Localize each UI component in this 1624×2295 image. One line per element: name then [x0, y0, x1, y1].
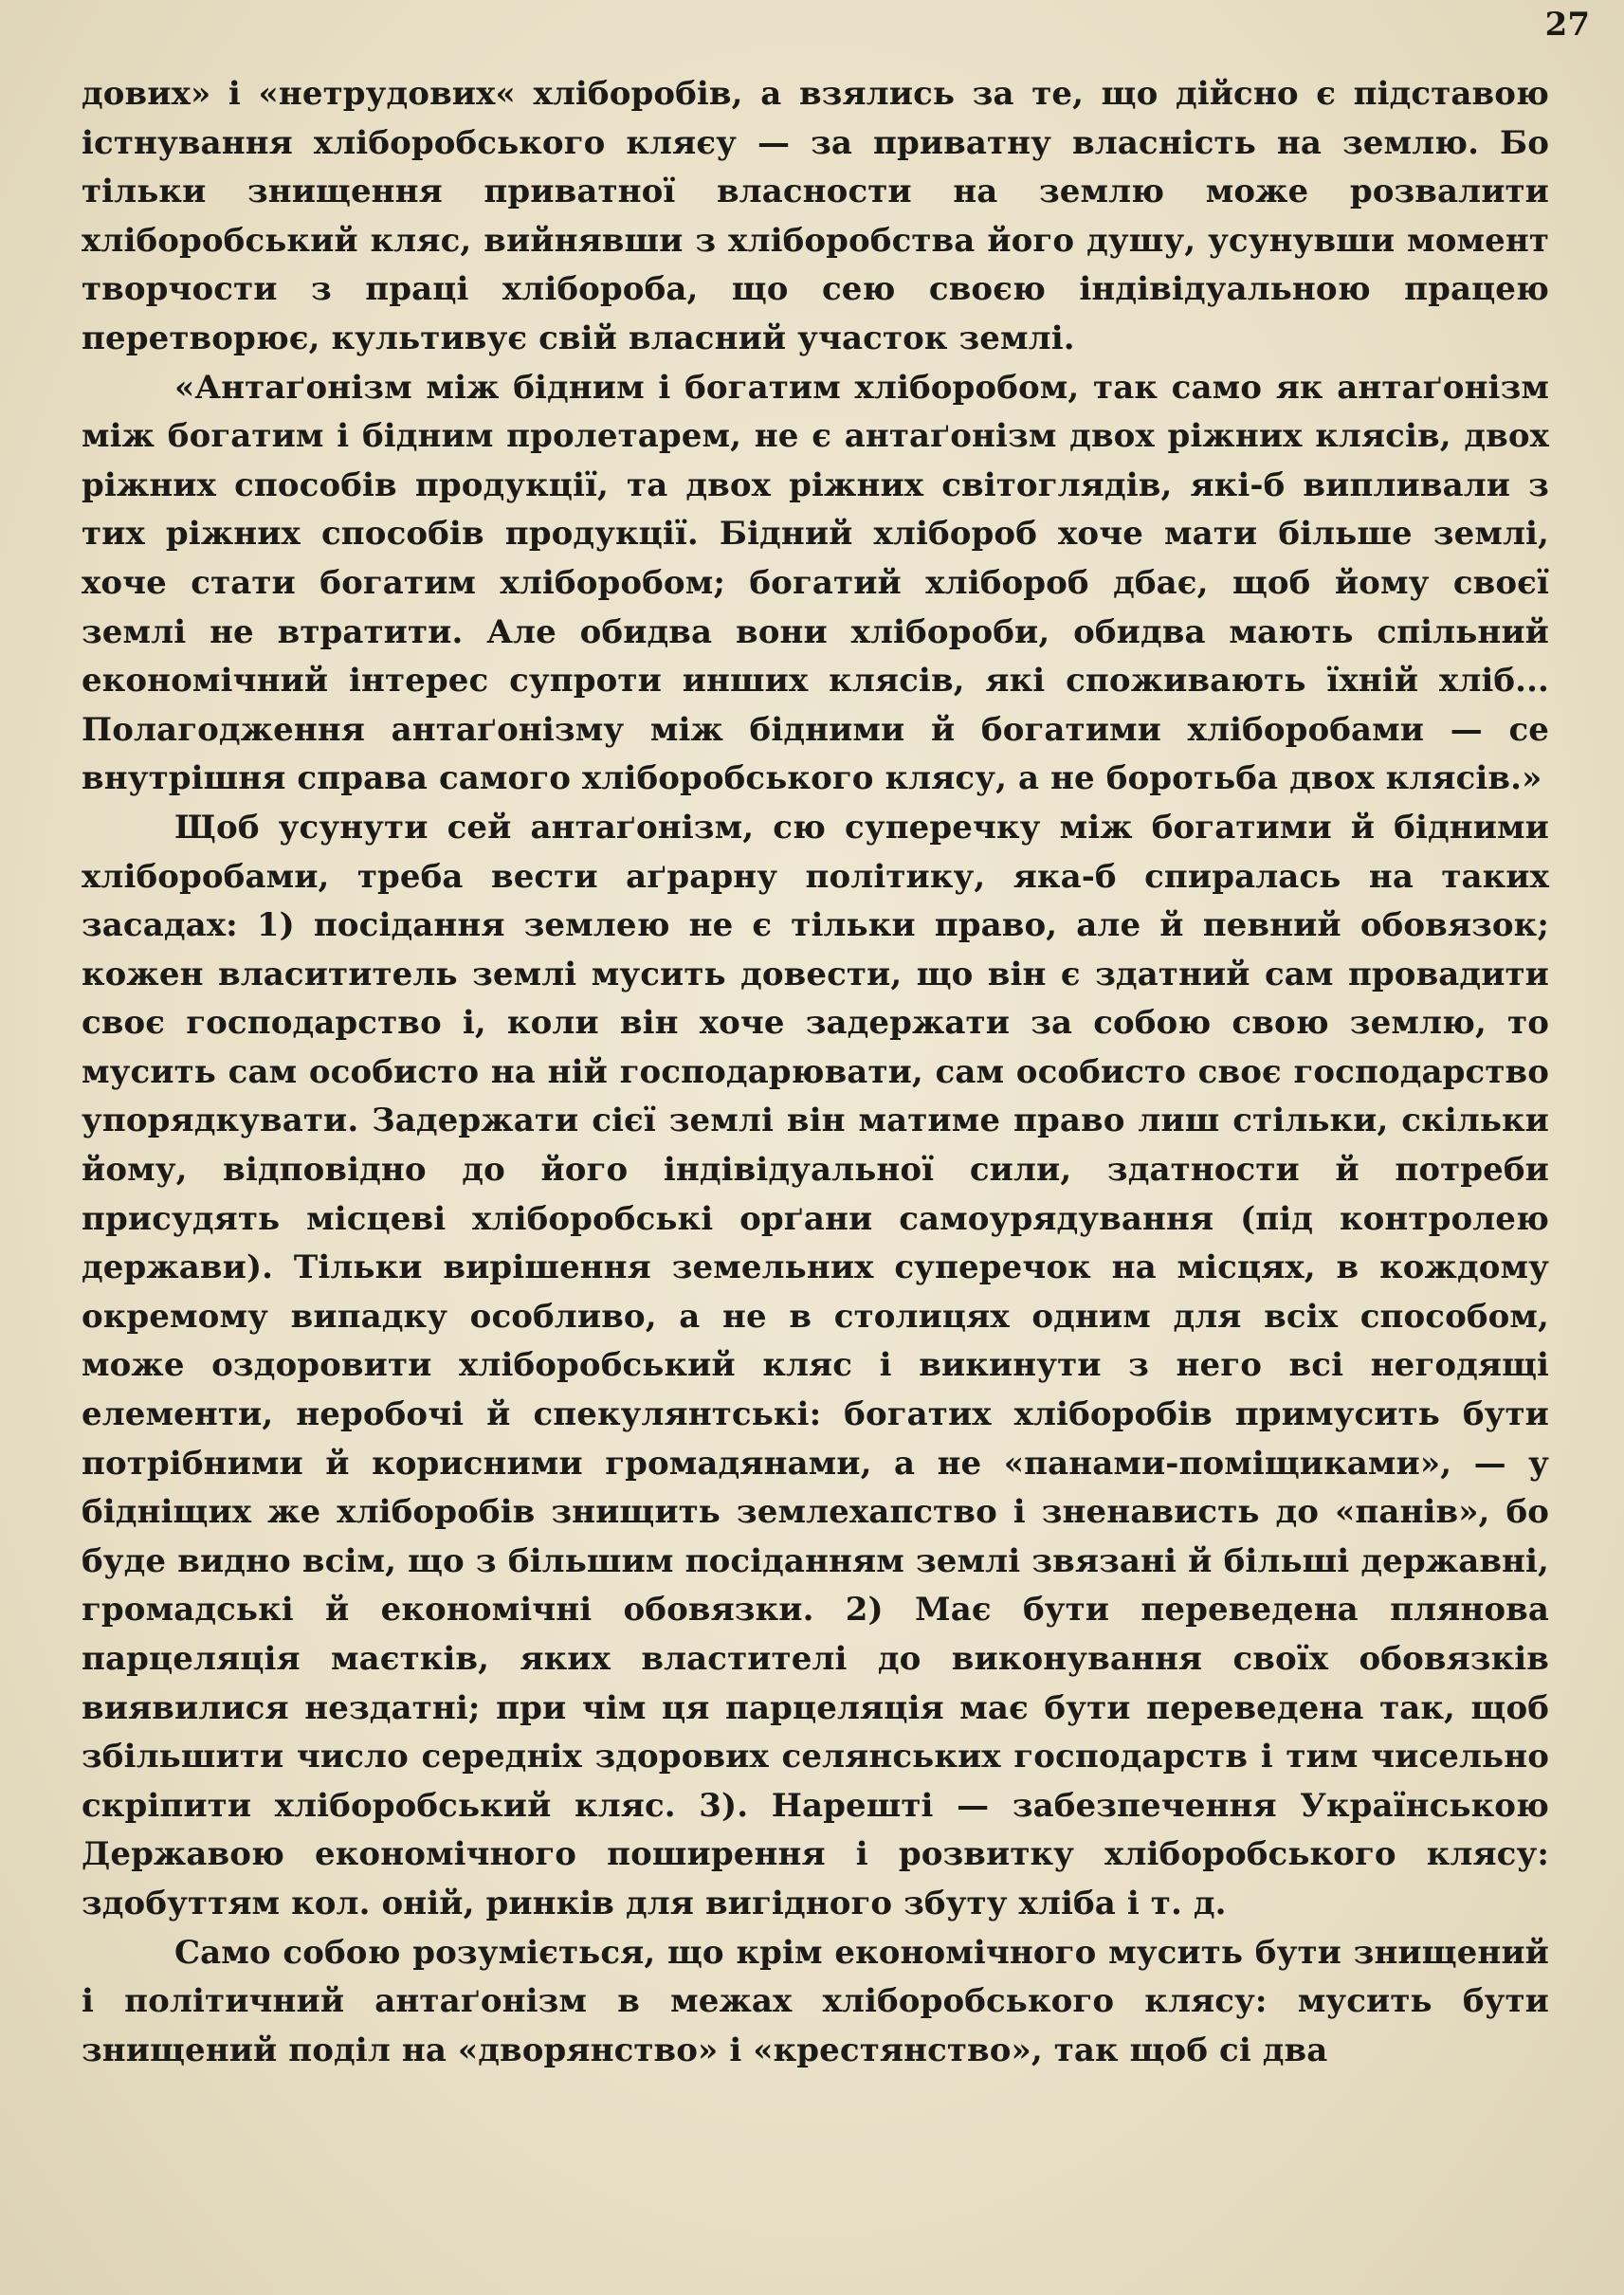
page-number: 27	[1544, 6, 1590, 44]
paragraph-2-quote: «Антаґонізм між бідним і богатим хліборобом, так само як антаґонізм між богатим і бідним пролетарем, не є антаґонізм двох ріжних клясів, двох ріжних способів продукції, та двох ріжних світоглядів, які-б випливали з тих ріжних способів продукції. Бідний хлібороб хоче мати більше землі, хоче стати богатим хліборобом; богатий хлібороб дбає, щоб йому своєї землі не втратити. Але обидва вони хлібороби, обидва мають спільний економічний інтерес супроти инших клясів, які споживають їхній хліб... Полагодження антаґонізму між бідними й богатими хліборобами — се внутрішня справа самого хліборобського клясу, а не боротьба двох клясів.»	[82, 368, 1549, 798]
paragraph-1: дових» і «нетрудових« хліборобів, а взялись за те, що дійсно є підставою істнування хліборобського кляєу — за приватну власність на землю. Бо тільки знищення приватної власности на землю може розвалити хліборобський кляс, вийнявши з хліборобства його душу, усунувши момент творчости з праці хлібороба, що сею своєю індівідуальною працею перетворює, культивує свій власний участок землі.	[82, 75, 1549, 357]
paragraph-3: Щоб усунути сей антаґонізм, сю суперечку між богатими й бідними хліборобами, треба вести аґрарну політику, яка-б спиралась на таких засадах: 1) посідання землею не є тільки право, але й певний обовязок; кожен власититель землі мусить довести, що він є здатний сам провадити своє господарство і, коли він хоче задержати за собою свою землю, то мусить сам особисто на ній господарювати, сам особисто своє господарство упорядкувати. Задержати сієї землі він матиме право лиш стільки, скільки йому, відповідно до його індівідуальної сили, здатности й потреби присудять місцеві хліборобські орґани самоурядування (під контролею держави). Тільки вирішення земельних суперечок на місцях, в кождому окремому випадку особливо, а не в столицях одним для всіх способом, може оздоровити хліборобський кляс і викинути з него всі негодящі елементи, неробочі й спекулянтські: богатих хліборобів примусить бути потрібними й корисними громадянами, а не «панами-поміщиками», — у бідніщих же хліборобів знищить землехапство і зненависть до «панів», бо буде видно всім, що з більшим посіданням землі звязані й більші державні, громадські й економічні обовязки. 2) Має бути переведена плянова парцеляція маєтків, яких властителі до виконування своїх обовязків виявилися нездатні; при чім ця парцеляція має бути переведена так, щоб збільшити число середніх здорових селянських господарств і тим чисельно скріпити хліборобський кляс. 3). Нарешті — забезпечення Українською Державою економічного поширення і розвитку хліборобського клясу: здобуттям кол. оній, ринків для вигідного збуту хліба і т. д.	[82, 808, 1549, 1922]
body-text	[82, 70, 1549, 2075]
paragraph-4: Само собою розуміється, що крім економічного мусить бути знищений і політичний антаґонізм в межах хліборобського клясу: мусить бути знищений поділ на «дворянство» і «крестянство», так щоб сі два	[82, 1933, 1549, 2069]
